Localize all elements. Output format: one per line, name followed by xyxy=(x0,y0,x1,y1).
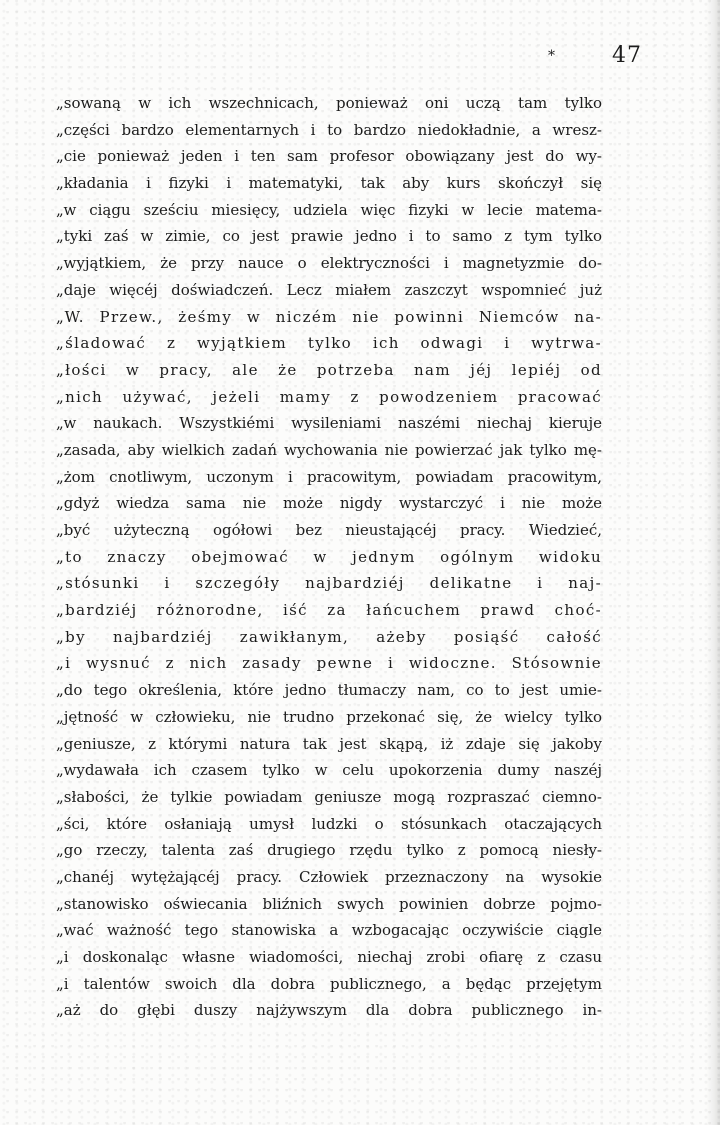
text-line: „kładania i fizyki i matematyki, tak aby kurs skończył się xyxy=(56,174,602,193)
text-line: „być użyteczną ogółowi bez nieustającéj pracy. Wiedzieć, xyxy=(56,521,602,539)
text-line: „części bardzo elementarnych i to bardzo niedokładnie, a wresz- xyxy=(56,120,602,139)
text-line: „wydawała ich czasem tylko w celu upokorzenia dumy naszéj xyxy=(56,761,602,780)
text-line: „i talentów swoich dla dobra publicznego, a będąc przejętym xyxy=(56,974,602,993)
text-line-emphasized: „bardziéj różnorodne, iść za łańcuchem prawd choć- xyxy=(56,601,602,620)
text-line: „do tego określenia, które jedno tłumaczy nam, co to jest umie- xyxy=(56,681,602,700)
text-line: „w naukach. Wszystkiémi wysileniami naszémi niechaj kieruje xyxy=(56,414,602,433)
text-line: „żom cnotliwym, uczonym i pracowitym, powiadam pracowitym, xyxy=(56,467,602,486)
text-line: „daje więcéj doświadczeń. Lecz miałem zaszczyt wspomnieć już xyxy=(56,280,602,299)
text-line: „cie ponieważ jeden i ten sam profesor obowiązany jest do wy- xyxy=(56,147,602,166)
text-line: „geniusze, z którymi natura tak jest skąpą, iż zdaje się jakoby xyxy=(56,734,602,753)
page-edge-shadow xyxy=(706,0,720,1125)
text-line: „i doskonaląc własne wiadomości, niechaj zrobi ofiarę z czasu xyxy=(56,948,602,966)
text-line: „aż do głębi duszy najżywszym dla dobra publicznego in- xyxy=(56,1001,602,1020)
text-line-emphasized: „i wysnuć z nich zasady pewne i widoczne. Stósownie xyxy=(56,654,602,673)
text-line: „wać ważność tego stanowiska a wzbogacając oczywiście ciągle xyxy=(56,921,602,940)
text-line: „słabości, że tylkie powiadam geniusze mogą rozpraszać ciemno- xyxy=(56,787,602,806)
text-line-emphasized: „stósunki i szczegóły najbardziéj delikatne i naj- xyxy=(56,574,602,593)
text-line: „jętność w człowieku, nie trudno przekonać się, że wielcy tylko xyxy=(56,707,602,726)
text-line-emphasized: „śladować z wyjątkiem tylko ich odwagi i wytrwa- xyxy=(56,334,602,353)
text-line: „tyki zaś w zimie, co jest prawie jedno i to samo z tym tylko xyxy=(56,227,602,246)
text-line: „chanéj wytężającéj pracy. Człowiek przeznaczony na wysokie xyxy=(56,867,602,886)
text-line-emphasized: „by najbardziéj zawikłanym, ażeby posiąść całość xyxy=(56,627,602,646)
body-text xyxy=(56,90,602,1024)
text-line: „wyjątkiem, że przy nauce o elektryczności i magnetyzmie do- xyxy=(56,254,602,273)
text-line: „go rzeczy, talenta zaś drugiego rzędu tylko z pomocą niesły- xyxy=(56,841,602,860)
text-line: „sowaną w ich wszechnicach, ponieważ oni uczą tam tylko xyxy=(56,94,602,112)
text-line-emphasized: „to znaczy obejmować w jednym ogólnym widoku xyxy=(56,547,602,566)
text-line-emphasized: „nich używać, jeżeli mamy z powodzeniem pracować xyxy=(56,387,602,406)
text-line: „gdyż wiedza sama nie może nigdy wystarczyć i nie może xyxy=(56,494,602,513)
text-line: „w ciągu sześciu miesięcy, udziela więc fizyki w lecie matema- xyxy=(56,200,602,219)
text-line: „ści, które osłaniają umysł ludzki o stósunkach otaczających xyxy=(56,814,602,833)
text-line: „zasada, aby wielkich zadań wychowania nie powierzać jak tylko mę- xyxy=(56,440,602,459)
page-mark: * xyxy=(548,48,555,64)
text-line-emphasized: „łości w pracy, ale że potrzeba nam jéj lepiéj od xyxy=(56,360,602,379)
text-line-emphasized: „W. Przew., żeśmy w niczém nie powinni Niemców na- xyxy=(56,307,602,326)
page-number: 47 xyxy=(612,43,642,68)
text-line: „stanowisko oświecania bliźnich swych powinien dobrze pojmo- xyxy=(56,894,602,913)
